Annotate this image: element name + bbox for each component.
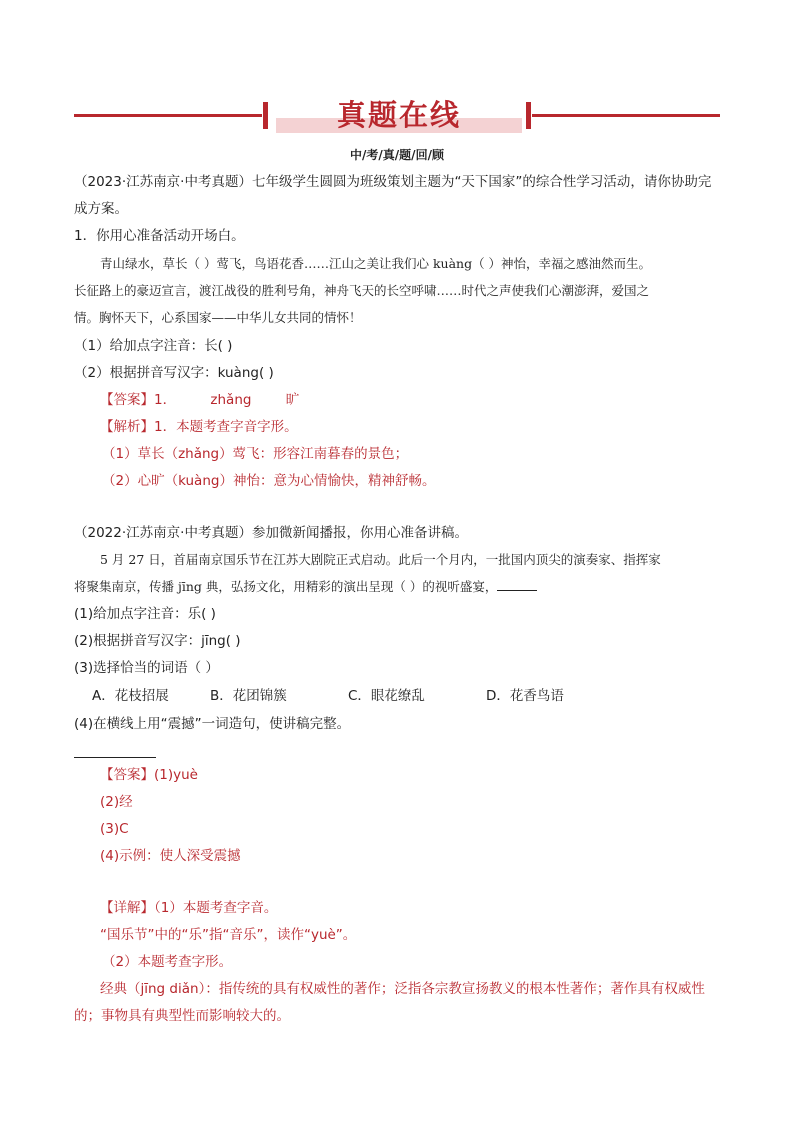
answer-text: 1． zhǎng 旷: [154, 392, 300, 408]
banner-title: 真题在线: [336, 98, 461, 132]
q2-sub4: (4)在横线上用“震撼”一词造句，使讲稿完整。: [74, 716, 351, 732]
answer-2: (2)经: [100, 794, 133, 810]
q1-passage-line3: 情。胸怀天下，心系国家——中华儿女共同的情怀！: [74, 310, 362, 325]
q2-answer: [100, 765, 198, 785]
q2-option-c: C．眼花缭乱: [348, 688, 425, 704]
q1-analysis: [100, 417, 298, 437]
q2-intro: （2022·江苏南京·中考真题）参加微新闻播报，你用心准备讲稿。: [74, 525, 468, 541]
answer-1: (1)yuè: [154, 767, 198, 783]
banner-left-rule: [74, 114, 262, 117]
answer-label: 【答案】: [100, 767, 154, 783]
q2-detail: [100, 898, 277, 918]
q1-sub1: （1）给加点字注音：长( ): [74, 338, 233, 354]
banner-right-rule: [532, 114, 720, 117]
section-banner: [74, 96, 720, 136]
banner-left-bar: [263, 102, 268, 129]
answer-label: 【答案】: [100, 392, 154, 408]
q1-intro-line1: （2023·江苏南京·中考真题）七年级学生圆圆为班级策划主题为“天下国家”的综合性学习活动，请你协助完: [74, 174, 712, 190]
banner-right-bar: [526, 102, 531, 129]
detail-label: 【详解】: [100, 900, 154, 916]
q2-option-d: D．花香鸟语: [486, 688, 564, 704]
section-subtitle: 中/考/真/题/回/顾: [350, 148, 444, 162]
answer-4: (4)示例：使人深受震撼: [100, 848, 241, 864]
q2-passage-line1: 5 月 27 日，首届南京国乐节在江苏大剧院正式启动。此后一个月内，一批国内顶尖的演奏家、指挥家: [100, 552, 661, 567]
q2-sub1: (1)给加点字注音：乐( ): [74, 606, 216, 622]
q1-answer: [100, 390, 299, 410]
detail-text: （1）本题考查字音。: [154, 900, 278, 916]
answer-line: [74, 757, 156, 758]
q1-sub2: （2）根据拼音写汉字：kuàng( ): [74, 365, 274, 381]
q2-detail-p3-line1: 经典（jīng diǎn）：指传统的具有权威性的著作；泛指各宗教宣扬教义的根本性著作；著作具有权威性: [100, 981, 705, 997]
answer-3: (3)C: [100, 821, 129, 837]
q2-sub2: (2)根据拼音写汉字：jīng( ): [74, 633, 241, 649]
q1-passage-line2: 长征路上的豪迈宣言，渡江战役的胜利号角，神舟飞天的长空呼啸……时代之声使我们心潮澎湃，爱国之: [74, 283, 650, 298]
q1-passage-line1: 青山绿水，草长（ ）莺飞，鸟语花香……江山之美让我们心 kuàng（ ）神怡，幸福之感油然而生。: [100, 256, 652, 271]
q1-intro-line2: 成方案。: [74, 201, 128, 217]
q2-sub3: (3)选择恰当的词语（ ）: [74, 660, 219, 676]
q1-item: 1．你用心准备活动开场白。: [74, 228, 245, 244]
q2-detail-p1: “国乐节”中的“乐”指“音乐”，读作“yuè”。: [100, 927, 357, 943]
analysis-text: 1．本题考查字音字形。: [154, 419, 298, 435]
q2-passage-line2-text: 将聚集南京，传播 jīng 典，弘扬文化，用精彩的演出呈现（ ）的视听盛宴，: [74, 579, 498, 594]
q2-passage-line2: [74, 577, 537, 597]
q2-detail-p3-line2: 的；事物具有典型性而影响较大的。: [74, 1008, 290, 1024]
fill-blank: [497, 578, 537, 591]
q2-option-b: B．花团锦簇: [210, 688, 287, 704]
analysis-label: 【解析】: [100, 419, 154, 435]
q1-analysis-p1: （1）草长（zhǎng）莺飞：形容江南暮春的景色；: [102, 446, 409, 462]
q1-analysis-p2: （2）心旷（kuàng）神怡：意为心情愉快，精神舒畅。: [102, 473, 436, 489]
q2-detail-p2: （2）本题考查字形。: [102, 954, 233, 970]
q2-option-a: A．花枝招展: [92, 688, 169, 704]
